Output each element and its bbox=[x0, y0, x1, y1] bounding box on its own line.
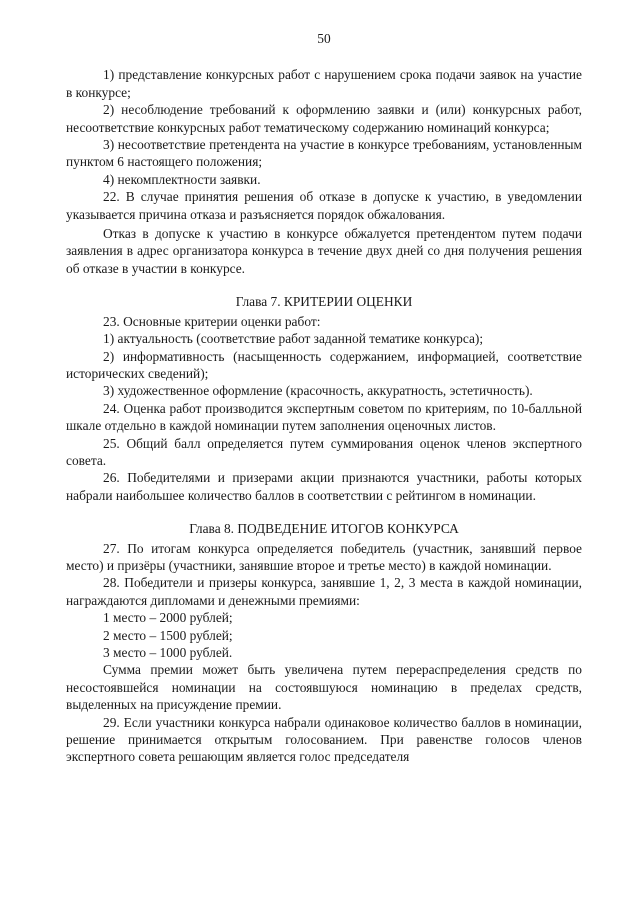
paragraph: 24. Оценка работ производится экспертным советом по критериям, по 10-балльной шкале отдельно в каждой номинации путем заполнения оценочных листов. bbox=[66, 400, 582, 434]
paragraph: 23. Основные критерии оценки работ: bbox=[103, 313, 321, 329]
paragraph: 25. Общий балл определяется путем суммирования оценок членов экспертного совета. bbox=[66, 435, 582, 468]
paragraph: 29. Если участники конкурса набрали одинаковое количество баллов в номинации, решение принимается открытым голосованием. При равенстве голосов членов экспертного совета решающим является голос председателя bbox=[66, 714, 582, 765]
paragraph: 2) несоблюдение требований к оформлению заявки и (или) конкурсных работ, несоответствие конкурсных работ тематическому содержанию номинаций конкурса; bbox=[66, 102, 582, 135]
prize-line: 1 место – 2000 рублей; bbox=[103, 610, 233, 626]
paragraph: 2) информативность (насыщенность содержанием, информацией, соответствие исторических сведений); bbox=[66, 348, 582, 381]
page-number: 50 bbox=[317, 31, 331, 46]
prize-line: 3 место – 1000 рублей. bbox=[103, 645, 233, 660]
paragraph: 28. Победители и призеры конкурса, занявшие 1, 2, 3 места в каждой номинации, награждаются дипломами и денежными премиями: bbox=[66, 575, 582, 608]
paragraph: 1) представление конкурсных работ с нарушением срока подачи заявок на участие в конкурсе; bbox=[66, 67, 582, 100]
prize-line: 2 место – 1500 рублей; bbox=[103, 627, 233, 643]
chapter-8-heading: Глава 8. ПОДВЕДЕНИЕ ИТОГОВ КОНКУРСА bbox=[189, 521, 459, 537]
paragraph: 27. По итогам конкурса определяется победитель (участник, занявший первое место) и призёры (участники, занявшие второе и третье место) в каждой номинации. bbox=[66, 540, 582, 573]
paragraph: 3) художественное оформление (красочность, аккуратность, эстетичность). bbox=[103, 383, 533, 399]
section-criteria bbox=[66, 313, 582, 504]
paragraph: 1) актуальность (соответствие работ заданной тематике конкурса); bbox=[103, 331, 484, 347]
section-results bbox=[66, 540, 582, 766]
chapter-7-heading: Глава 7. КРИТЕРИИ ОЦЕНКИ bbox=[235, 294, 413, 310]
paragraph: 26. Победителями и призерами акции признаются участники, работы которых набрали наибольшее количество баллов в соответствии с рейтингом в номинации. bbox=[66, 470, 582, 503]
paragraph: 22. В случае принятия решения об отказе в допуске к участию, в уведомлении указывается причина отказа и разъясняется порядок обжалования. bbox=[66, 189, 582, 222]
paragraph: 4) некомплектности заявки. bbox=[103, 171, 261, 187]
paragraph: Сумма премии может быть увеличена путем перераспределения средств по несостоявшейся номинации на состоявшуюся номинацию в пределах средств, выделенных на присуждение премии. bbox=[66, 662, 582, 713]
paragraph: Отказ в допуске к участию в конкурсе обжалуется претендентом путем подачи заявления в адрес организатора конкурса в течение двух дней со дня получения решения об отказе в участии в конкурсе. bbox=[66, 226, 582, 276]
paragraph: 3) несоответствие претендента на участие в конкурсе требованиям, установленным пунктом 6 настоящего положения; bbox=[66, 137, 582, 170]
section-reasons bbox=[66, 66, 582, 277]
